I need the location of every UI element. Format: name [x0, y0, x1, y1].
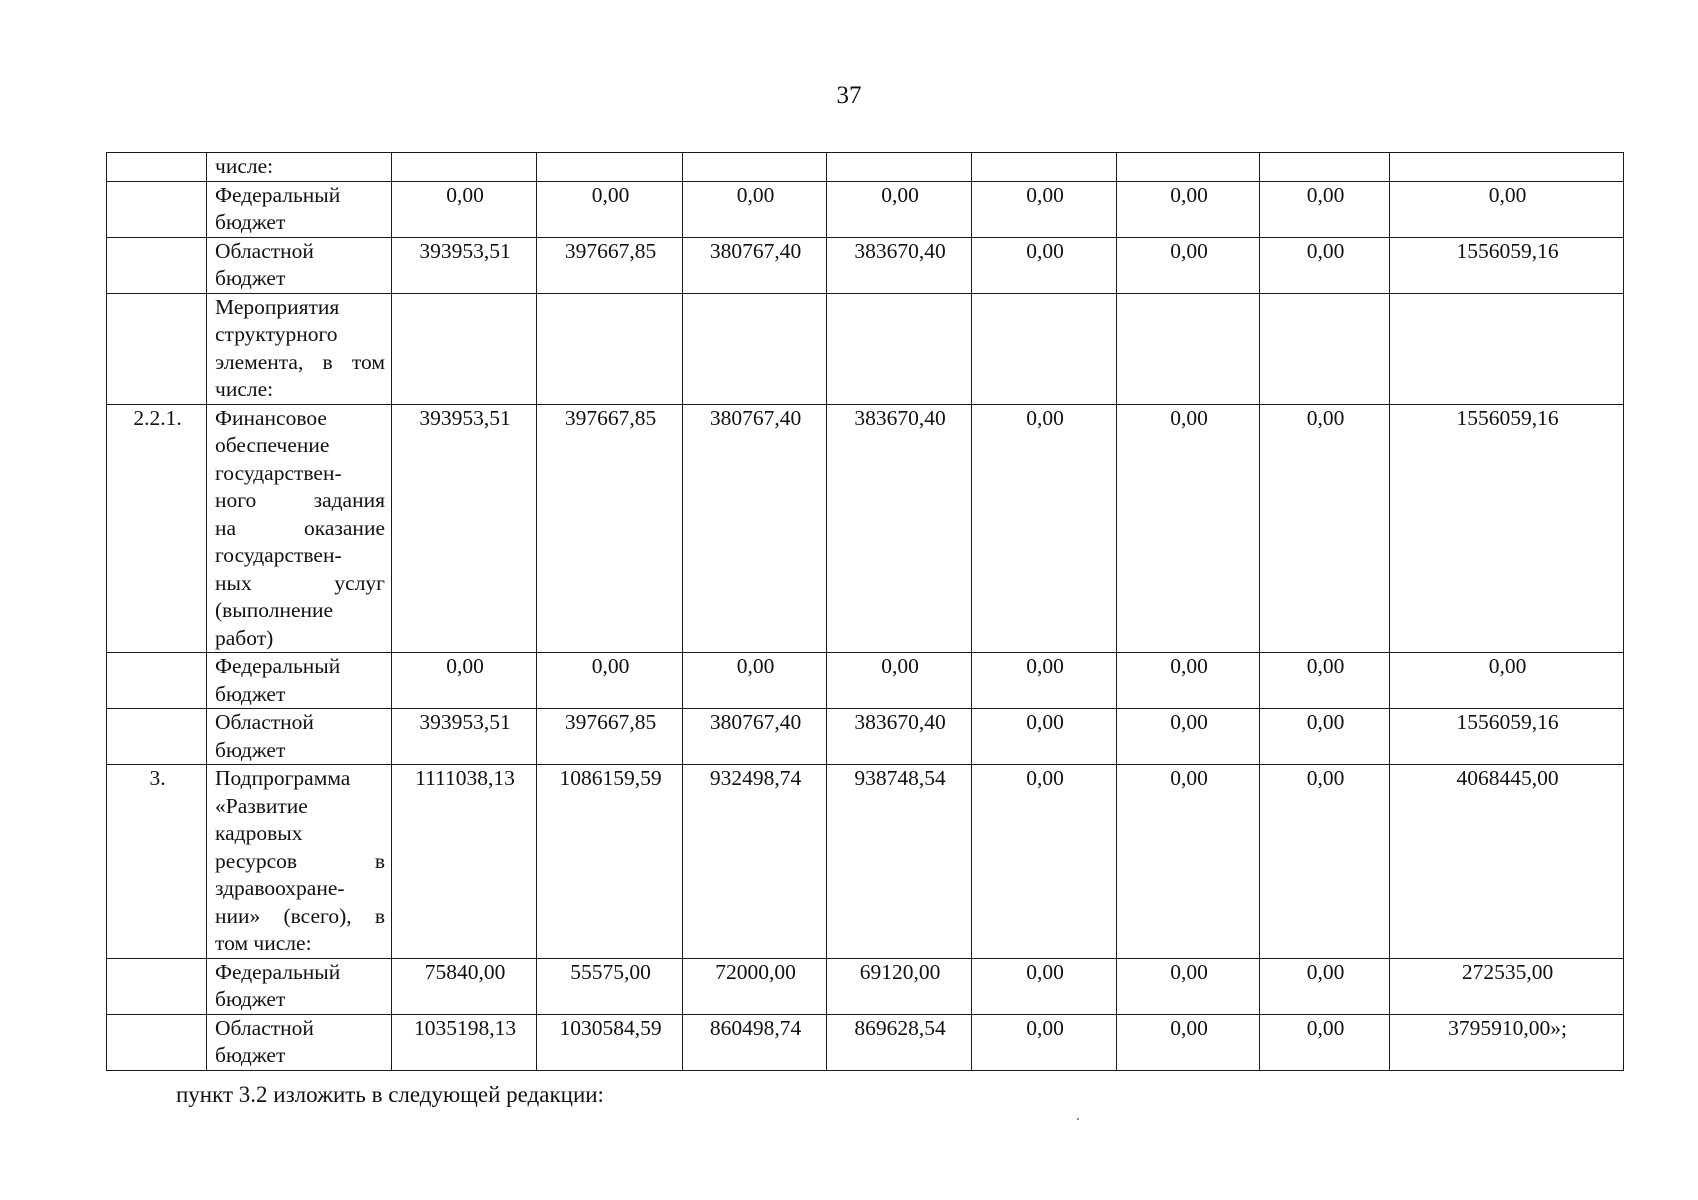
row-name-cell	[207, 765, 392, 959]
row-name-line: Финансовое	[215, 405, 327, 430]
row-name-line: кадровых	[215, 821, 303, 845]
row-name-line: (выполнение	[215, 598, 334, 622]
value-cell: 0,00	[972, 709, 1117, 765]
row-index-cell	[107, 709, 207, 765]
table-row	[107, 765, 1624, 959]
value-cell: 383670,40	[827, 709, 972, 765]
row-name-line: Федеральный	[215, 182, 341, 207]
value-cell: 0,00	[1260, 709, 1390, 765]
row-name-line: бюджет	[215, 266, 286, 290]
value-cell: 397667,85	[537, 709, 683, 765]
row-index-cell	[107, 653, 207, 709]
value-cell: 55575,00	[537, 958, 683, 1014]
value-cell: 380767,40	[683, 709, 827, 765]
row-name-cell	[207, 181, 392, 237]
value-cell	[537, 293, 683, 404]
value-cell	[827, 293, 972, 404]
value-cell	[392, 293, 537, 404]
value-cell: 397667,85	[537, 404, 683, 653]
value-cell: 0,00	[683, 653, 827, 709]
value-cell	[1260, 153, 1390, 182]
value-cell: 0,00	[683, 181, 827, 237]
page-number: 37	[836, 82, 862, 109]
row-name-line: государствен-	[215, 543, 342, 567]
value-cell: 0,00	[1117, 653, 1260, 709]
value-cell: 380767,40	[683, 404, 827, 653]
table-row	[107, 958, 1624, 1014]
budget-table-body	[107, 153, 1624, 1071]
value-cell	[683, 153, 827, 182]
value-cell: 383670,40	[827, 404, 972, 653]
row-name-line: Областной	[215, 1015, 314, 1040]
row-name-line: структурного	[215, 322, 338, 346]
value-cell: 0,00	[1117, 709, 1260, 765]
value-cell: 932498,74	[683, 765, 827, 959]
row-name-line: работ)	[215, 625, 274, 650]
table-row	[107, 709, 1624, 765]
value-cell: 1035198,13	[392, 1014, 537, 1070]
row-name-line: Подпрограмма	[215, 766, 351, 790]
value-cell: 0,00	[1260, 958, 1390, 1014]
value-cell: 1111038,13	[392, 765, 537, 959]
row-name-line: государствен-	[215, 460, 342, 485]
row-index-cell: 3.	[107, 765, 207, 959]
row-index-cell	[107, 237, 207, 293]
value-cell: 0,00	[972, 653, 1117, 709]
value-cell: 3795910,00»;	[1390, 1014, 1624, 1070]
value-cell: 0,00	[1260, 181, 1390, 237]
row-name-line: Федеральный	[215, 654, 341, 678]
value-cell	[972, 153, 1117, 182]
row-name-line: на оказание	[215, 515, 385, 540]
row-index-cell	[107, 181, 207, 237]
row-name-line: бюджет	[215, 210, 286, 234]
value-cell: 4068445,00	[1390, 765, 1624, 959]
row-name-line: бюджет	[215, 681, 286, 706]
value-cell	[392, 153, 537, 182]
value-cell: 0,00	[1390, 181, 1624, 237]
value-cell: 0,00	[1117, 958, 1260, 1014]
row-name-cell	[207, 1014, 392, 1070]
value-cell	[683, 293, 827, 404]
row-name-line: бюджет	[215, 987, 286, 1011]
value-cell	[972, 293, 1117, 404]
row-name-line: числе:	[215, 377, 274, 401]
value-cell	[1117, 153, 1260, 182]
row-name-line: элемента, в том	[215, 349, 385, 374]
table-row	[107, 1014, 1624, 1070]
row-index-cell	[107, 1014, 207, 1070]
value-cell	[1390, 293, 1624, 404]
value-cell: 0,00	[1117, 237, 1260, 293]
row-name-cell	[207, 709, 392, 765]
row-name-line: Областной	[215, 710, 314, 734]
table-row	[107, 653, 1624, 709]
value-cell: 1556059,16	[1390, 709, 1624, 765]
row-index-cell	[107, 293, 207, 404]
row-name-line: ресурсов в	[215, 848, 385, 873]
row-name-line: Областной	[215, 238, 314, 263]
table-row	[107, 153, 1624, 182]
value-cell: 383670,40	[827, 237, 972, 293]
value-cell: 0,00	[537, 653, 683, 709]
row-name-cell	[207, 153, 392, 182]
row-name-cell	[207, 293, 392, 404]
value-cell: 397667,85	[537, 237, 683, 293]
budget-table	[106, 152, 1624, 1071]
value-cell	[1390, 153, 1624, 182]
value-cell: 0,00	[1260, 653, 1390, 709]
value-cell: 1556059,16	[1390, 237, 1624, 293]
value-cell: 0,00	[972, 237, 1117, 293]
row-index-cell	[107, 958, 207, 1014]
value-cell: 272535,00	[1390, 958, 1624, 1014]
value-cell: 0,00	[1117, 181, 1260, 237]
row-name-line: Мероприятия	[215, 294, 340, 319]
value-cell: 0,00	[1260, 1014, 1390, 1070]
row-name-line: том числе:	[215, 931, 312, 955]
row-name-line: ных услуг	[215, 570, 385, 595]
value-cell: 72000,00	[683, 958, 827, 1014]
row-name-line: нии» (всего), в	[215, 903, 385, 928]
value-cell	[827, 153, 972, 182]
value-cell: 938748,54	[827, 765, 972, 959]
value-cell: 393953,51	[392, 404, 537, 653]
row-name-line: числе:	[215, 154, 274, 178]
value-cell: 0,00	[972, 958, 1117, 1014]
value-cell: 860498,74	[683, 1014, 827, 1070]
value-cell: 393953,51	[392, 709, 537, 765]
row-name-cell	[207, 653, 392, 709]
row-name-cell	[207, 404, 392, 653]
scan-speck	[1077, 1118, 1079, 1120]
value-cell: 75840,00	[392, 958, 537, 1014]
value-cell: 0,00	[827, 653, 972, 709]
value-cell: 0,00	[392, 653, 537, 709]
row-name-cell	[207, 237, 392, 293]
value-cell: 0,00	[972, 404, 1117, 653]
row-name-line: Федеральный	[215, 959, 341, 984]
row-index-cell: 2.2.1.	[107, 404, 207, 653]
row-name-line: обеспечение	[215, 433, 330, 457]
row-name-line: бюджет	[215, 1043, 286, 1067]
value-cell: 1086159,59	[537, 765, 683, 959]
value-cell: 869628,54	[827, 1014, 972, 1070]
value-cell: 1030584,59	[537, 1014, 683, 1070]
table-row	[107, 293, 1624, 404]
row-index-cell	[107, 153, 207, 182]
table-row	[107, 237, 1624, 293]
value-cell	[1117, 293, 1260, 404]
value-cell: 0,00	[972, 1014, 1117, 1070]
row-name-line: ного задания	[215, 488, 385, 512]
value-cell: 0,00	[827, 181, 972, 237]
value-cell	[537, 153, 683, 182]
value-cell: 0,00	[972, 181, 1117, 237]
value-cell: 380767,40	[683, 237, 827, 293]
value-cell: 0,00	[1260, 404, 1390, 653]
value-cell: 0,00	[972, 765, 1117, 959]
value-cell: 0,00	[1260, 765, 1390, 959]
table-row	[107, 404, 1624, 653]
value-cell: 0,00	[1117, 765, 1260, 959]
instruction-text: пункт 3.2 изложить в следующей редакции:	[176, 1082, 604, 1107]
value-cell: 393953,51	[392, 237, 537, 293]
value-cell: 0,00	[1117, 1014, 1260, 1070]
row-name-cell	[207, 958, 392, 1014]
table-row	[107, 181, 1624, 237]
value-cell: 0,00	[1260, 237, 1390, 293]
row-name-line: здравоохране-	[215, 876, 345, 900]
row-name-line: бюджет	[215, 737, 286, 762]
value-cell: 1556059,16	[1390, 404, 1624, 653]
value-cell: 0,00	[1390, 653, 1624, 709]
value-cell: 0,00	[537, 181, 683, 237]
row-name-line: «Развитие	[215, 793, 308, 818]
value-cell	[1260, 293, 1390, 404]
value-cell: 69120,00	[827, 958, 972, 1014]
value-cell: 0,00	[392, 181, 537, 237]
value-cell: 0,00	[1117, 404, 1260, 653]
